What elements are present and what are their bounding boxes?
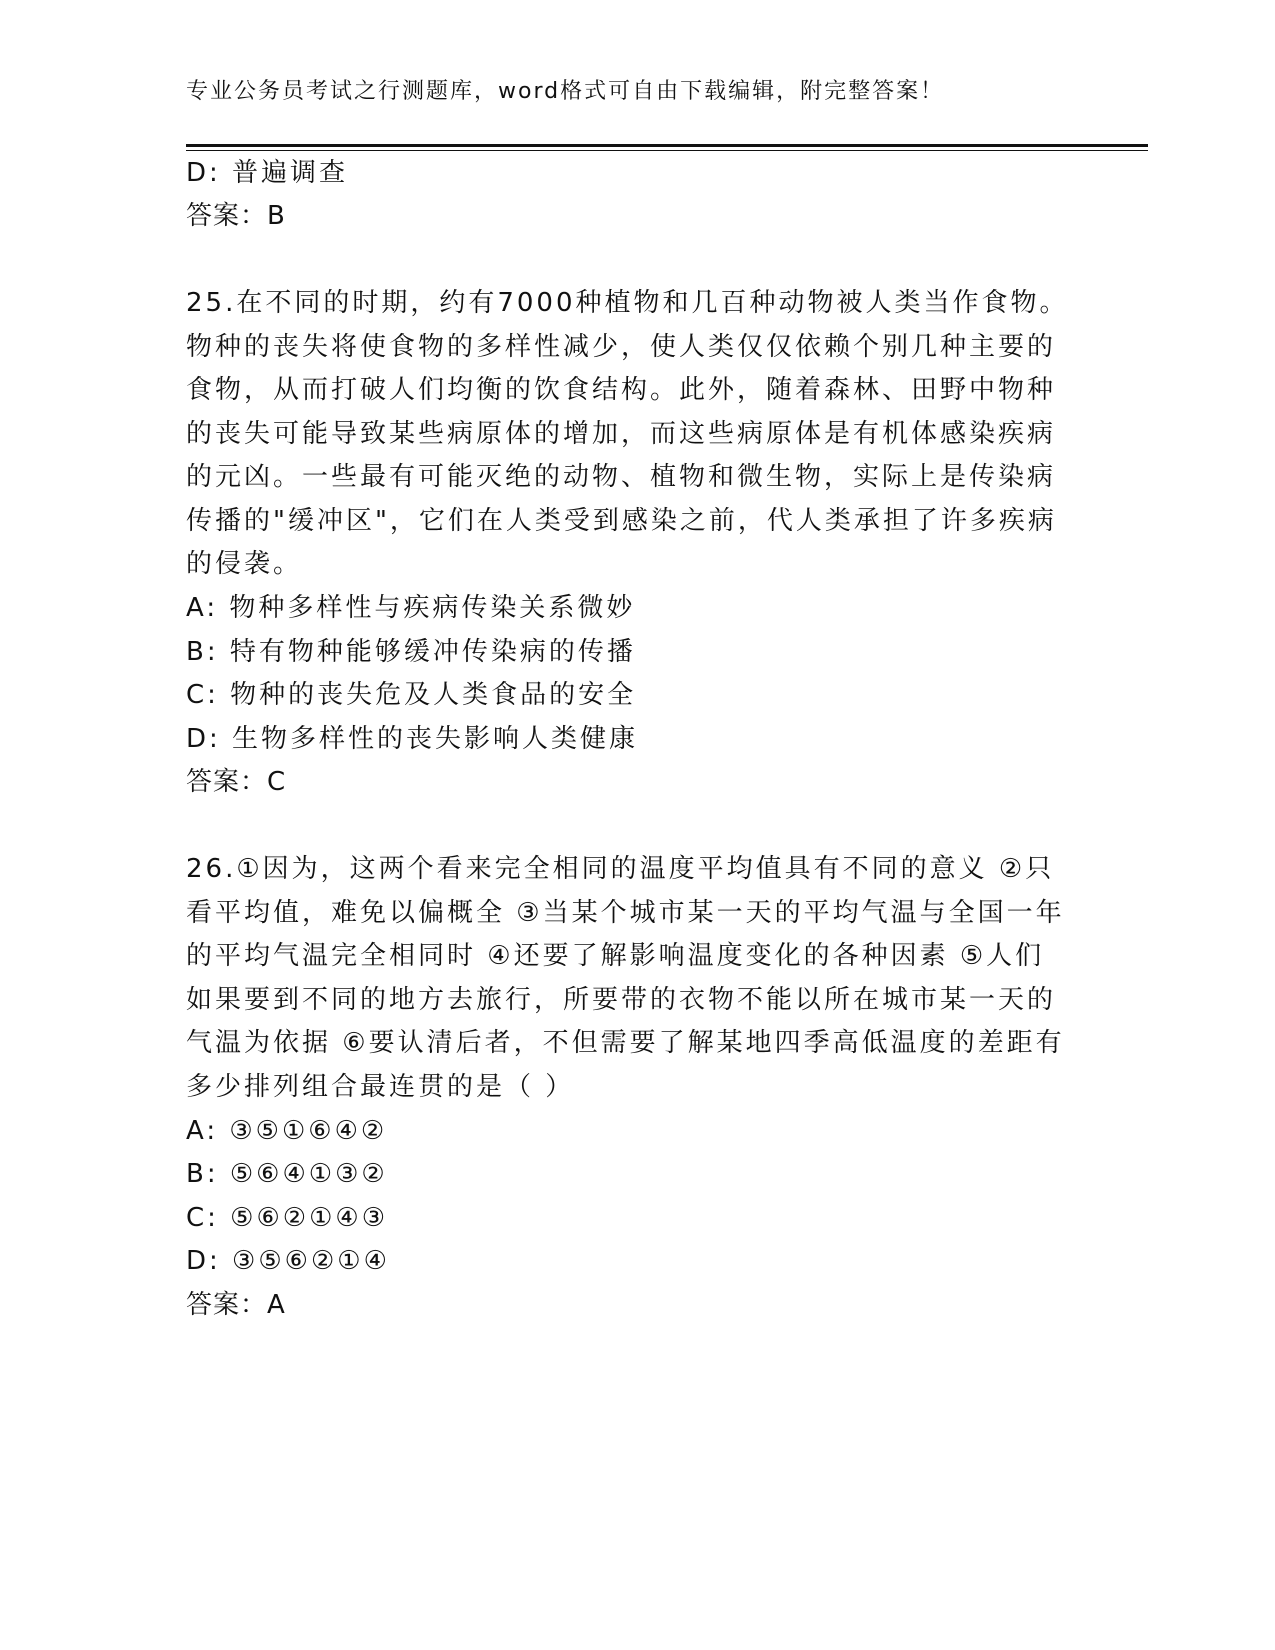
q25-line-3: 食物，从而打破人们均衡的饮食结构。此外，随着森林、田野中物种	[186, 375, 1057, 405]
q26-option-a: A: ③⑤①⑥④②	[186, 1116, 388, 1146]
q26-line-6: 多少排列组合最连贯的是（ ）	[186, 1072, 575, 1102]
q25-line-5: 的元凶。一些最有可能灭绝的动物、植物和微生物，实际上是传染病	[186, 462, 1057, 492]
page-header: 专业公务员考试之行测题库，word格式可自由下载编辑，附完整答案！	[186, 79, 945, 104]
header-rule-thin	[186, 150, 1148, 151]
q26-answer: 答案：A	[186, 1290, 286, 1320]
q26-line-1: 26.①因为，这两个看来完全相同的温度平均值具有不同的意义 ②只	[186, 854, 1055, 884]
q26-line-2: 看平均值，难免以偏概全 ③当某个城市某一天的平均气温与全国一年	[186, 898, 1065, 928]
q25-option-d: D: 生物多样性的丧失影响人类健康	[186, 724, 639, 754]
q25-option-c: C: 物种的丧失危及人类食品的安全	[186, 680, 637, 710]
q25-line-2: 物种的丧失将使食物的多样性减少，使人类仅仅依赖个别几种主要的	[186, 332, 1057, 362]
q25-answer: 答案：C	[186, 767, 287, 797]
q25-line-1: 25.在不同的时期，约有7000种植物和几百种动物被人类当作食物。	[186, 288, 1069, 318]
q26-option-c: C: ⑤⑥②①④③	[186, 1203, 389, 1233]
q26-line-4: 如果要到不同的地方去旅行，所要带的衣物不能以所在城市某一天的	[186, 985, 1057, 1015]
q26-option-d: D: ③⑤⑥②①④	[186, 1246, 390, 1276]
q26-line-5: 气温为依据 ⑥要认清后者，不但需要了解某地四季高低温度的差距有	[186, 1028, 1065, 1058]
q25-line-4: 的丧失可能导致某些病原体的增加，而这些病原体是有机体感染疾病	[186, 419, 1057, 449]
prev-option-d: D: 普遍调查	[186, 158, 349, 188]
q25-line-6: 传播的"缓冲区"，它们在人类受到感染之前，代人类承担了许多疾病	[186, 506, 1057, 536]
q25-option-b: B: 特有物种能够缓冲传染病的传播	[186, 637, 636, 667]
q25-line-7: 的侵袭。	[186, 549, 303, 579]
header-rule-thick	[186, 144, 1148, 147]
prev-answer: 答案：B	[186, 201, 286, 231]
q26-line-3: 的平均气温完全相同时 ④还要了解影响温度变化的各种因素 ⑤人们	[186, 941, 1045, 971]
q25-option-a: A: 物种多样性与疾病传染关系微妙	[186, 593, 636, 623]
q26-option-b: B: ⑤⑥④①③②	[186, 1159, 388, 1189]
